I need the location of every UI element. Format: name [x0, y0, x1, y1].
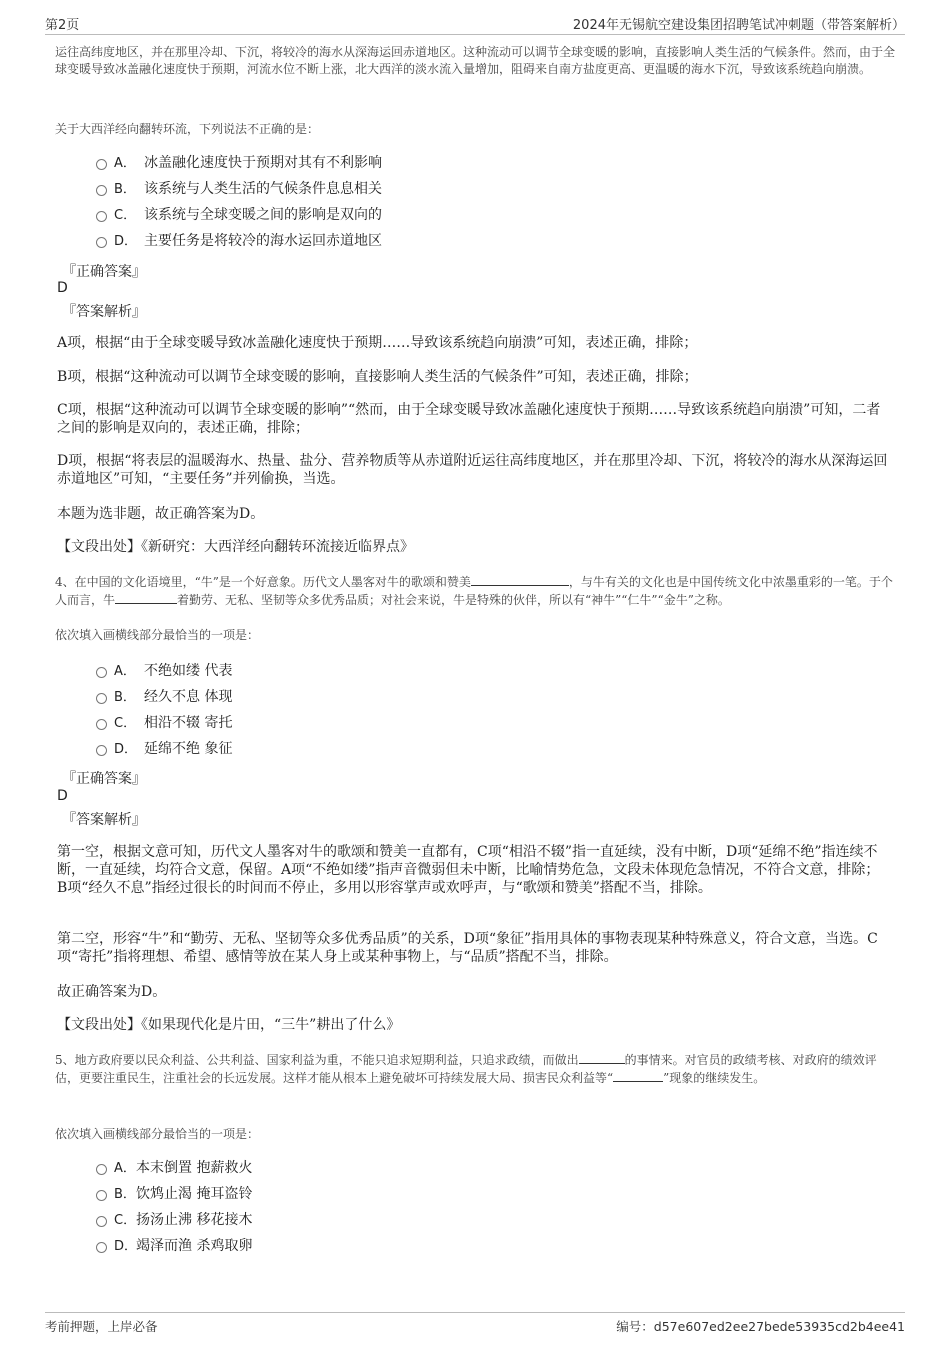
q3-analysis-a: A项，根据“由于全球变暖导致冰盖融化速度快于预期……导致该系统趋向崩溃”可知，表述正确，排除；	[57, 335, 698, 351]
q4-option-b[interactable]: B． 经久不息 体现	[96, 687, 232, 707]
document-title: 2024年无锡航空建设集团招聘笔试冲刺题（带答案解析）	[572, 18, 905, 33]
q3-analysis-b: B项，根据“这种流动可以调节全球变暖的影响，直接影响人类生活的气候条件”可知，表述正确，排除；	[57, 369, 698, 385]
q3-analysis-label: 『答案解析』	[62, 304, 146, 320]
fill-blank	[471, 573, 569, 586]
q4-option-a[interactable]: A． 不绝如缕 代表	[96, 661, 232, 681]
radio-icon[interactable]	[96, 1216, 107, 1227]
fill-blank	[115, 591, 177, 604]
page-header	[45, 12, 905, 35]
fill-blank	[579, 1051, 625, 1064]
q4-analysis-second-blank: 第二空，形容“牛”和“勤劳、无私、坚韧等众多优秀品质”的关系，D项“象征”指用具体的事物表现某种特殊意义，符合文意，当选。C项“寄托”指将理想、希望、感情等放在某人身上或某种事物上，与“品质”搭配不当，排除。	[57, 931, 878, 965]
q4-answer-label: 『正确答案』	[62, 771, 146, 787]
q3-option-a[interactable]: A． 冰盖融化速度快于预期对其有不利影响	[96, 153, 382, 173]
q4-option-d[interactable]: D． 延绵不绝 象征	[96, 739, 232, 759]
fill-blank	[613, 1069, 663, 1082]
radio-icon[interactable]	[96, 693, 107, 704]
q4-stem: 依次填入画横线部分最恰当的一项是：	[55, 628, 260, 642]
radio-icon[interactable]	[96, 719, 107, 730]
radio-icon[interactable]	[96, 745, 107, 756]
q3-analysis-d: D项，根据“将表层的温暖海水、热量、盐分、营养物质等从赤道附近运往高纬度地区，并在那里冷却、下沉，将较冷的海水从深海运回赤道地区”可知，“主要任务”并列偷换，当选。	[57, 453, 888, 487]
q4-analysis-first-blank: 第一空，根据文意可知，历代文人墨客对牛的歌颂和赞美一直都有，C项“相沿不辍”指一直延续，没有中断，D项“延绵不绝”指连续不断，一直延续，均符合文意，保留。A项“不绝如缕”指声音微弱但未中断，比喻情势危急，文段未体现危急情况，不符合文意，排除；B项“经久不息”指经过很长的时间而不停止，多用以形容掌声或欢呼声，与“歌颂和赞美”搭配不当，排除。	[57, 844, 880, 896]
q3-analysis-conclusion: 本题为选非题，故正确答案为D。	[57, 506, 265, 522]
q5-option-d[interactable]: D．竭泽而渔 杀鸡取卵	[96, 1236, 252, 1256]
radio-icon[interactable]	[96, 1164, 107, 1175]
q5-option-a[interactable]: A．本末倒置 抱薪救火	[96, 1158, 252, 1178]
q3-answer: D	[57, 280, 68, 296]
q3-option-c[interactable]: C． 该系统与全球变暖之间的影响是双向的	[96, 205, 382, 225]
q4-analysis-label: 『答案解析』	[62, 812, 146, 828]
q3-analysis-c: C项，根据“这种流动可以调节全球变暖的影响”“然而，由于全球变暖导致冰盖融化速度快于预期……导致该系统趋向崩溃”可知，二者之间的影响是双向的，表述正确，排除；	[57, 402, 881, 436]
q3-answer-label: 『正确答案』	[62, 264, 146, 280]
q5-option-c[interactable]: C．扬汤止沸 移花接木	[96, 1210, 252, 1230]
page-footer	[45, 1312, 905, 1337]
q3-option-b[interactable]: B． 该系统与人类生活的气候条件息息相关	[96, 179, 382, 199]
q4-answer: D	[57, 788, 68, 804]
q3-stem: 关于大西洋经向翻转环流，下列说法不正确的是：	[55, 122, 320, 136]
footer-slogan: 考前押题，上岸必备	[45, 1319, 158, 1334]
q4-option-c[interactable]: C． 相沿不辍 寄托	[96, 713, 232, 733]
radio-icon[interactable]	[96, 1190, 107, 1201]
q5-passage: 5、地方政府要以民众利益、公共利益、国家利益为重，不能只追求短期利益，只追求政绩，而做出 的事情来。对官员的政绩考核、对政府的绩效评估，更要注重民生，注重社会的长远发展。这样才能从根本上避免破坏可持续发展大局、损害民众利益等“ ”现象的继续发生。	[55, 1053, 877, 1085]
radio-icon[interactable]	[96, 211, 107, 222]
q5-option-b[interactable]: B．饮鸩止渴 掩耳盗铃	[96, 1184, 252, 1204]
q4-source: 【文段出处】《如果现代化是片田，“三牛”耕出了什么》	[57, 1017, 401, 1033]
radio-icon[interactable]	[96, 667, 107, 678]
document-code: 编号：d57e607ed2ee27bede53935cd2b4ee41	[616, 1319, 905, 1334]
radio-icon[interactable]	[96, 159, 107, 170]
radio-icon[interactable]	[96, 237, 107, 248]
radio-icon[interactable]	[96, 185, 107, 196]
page-number: 第2页	[45, 18, 80, 33]
q3-source: 【文段出处】《新研究：大西洋经向翻转环流接近临界点》	[57, 539, 414, 555]
q3-passage: 运往高纬度地区，并在那里冷却、下沉，将较冷的海水从深海运回赤道地区。这种流动可以调节全球变暖的影响，直接影响人类生活的气候条件。然而，由于全球变暖导致冰盖融化速度快于预期，河流水位不断上涨，北大西洋的淡水流入量增加，阻碍来自南方盐度更高、更温暖的海水下沉，导致该系统趋向崩溃。	[55, 45, 896, 76]
q3-option-d[interactable]: D． 主要任务是将较冷的海水运回赤道地区	[96, 231, 382, 251]
radio-icon[interactable]	[96, 1242, 107, 1253]
q4-passage: 4、在中国的文化语境里，“牛”是一个好意象。历代文人墨客对牛的歌颂和赞美 ，与牛有关的文化也是中国传统文化中浓墨重彩的一笔。于个人而言，牛 着勤劳、无私、坚韧等众多优秀品质；对社会来说，牛是特殊的伙伴，所以有“神牛”“仁牛”“金牛”之称。	[55, 575, 893, 607]
q5-stem: 依次填入画横线部分最恰当的一项是：	[55, 1127, 260, 1141]
q4-analysis-conclusion: 故正确答案为D。	[57, 984, 167, 1000]
